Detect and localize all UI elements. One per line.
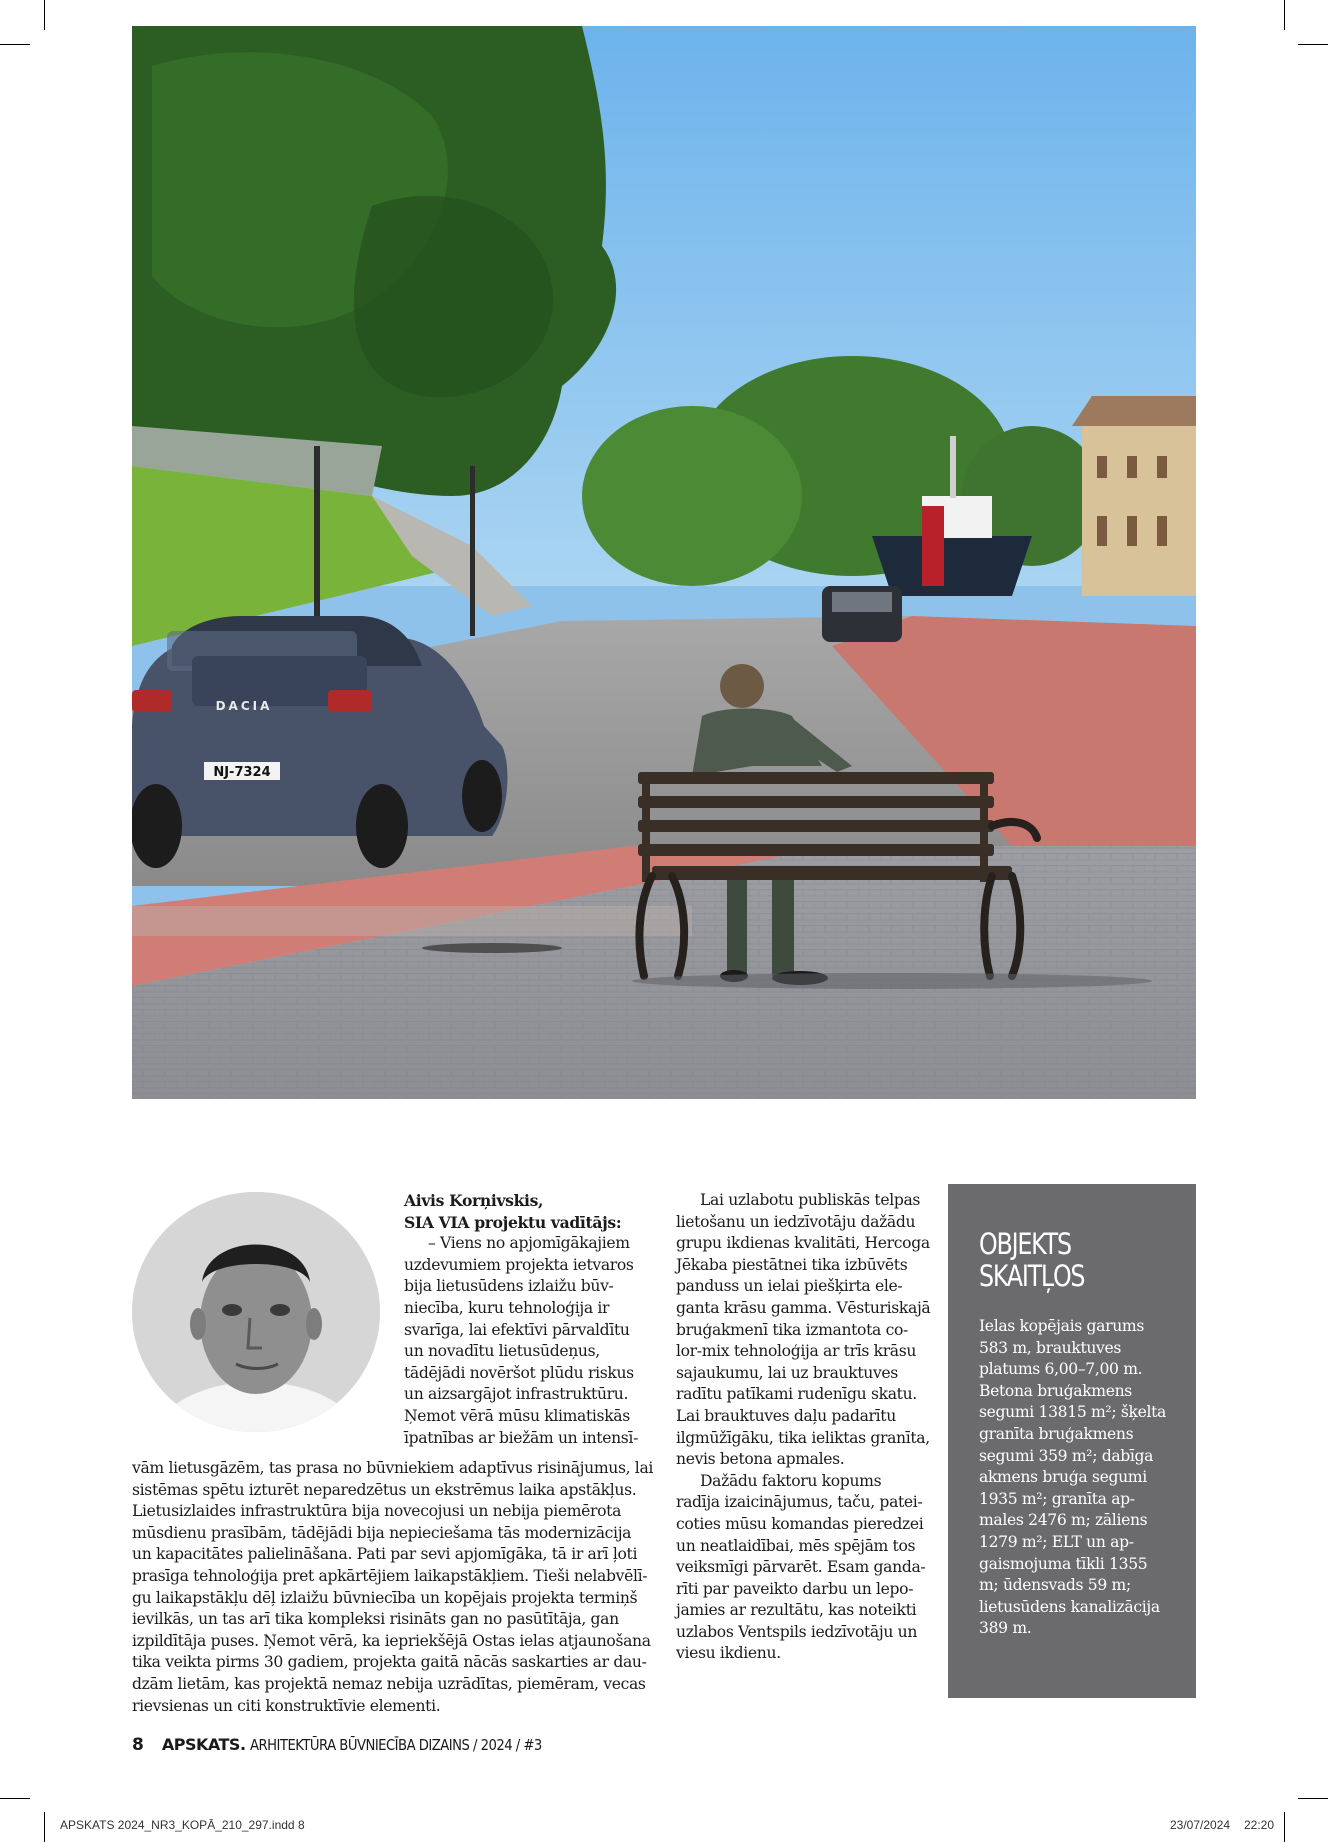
text-line: 583 m, brauktuves [979,1338,1122,1357]
text-line: – Viens no apjomīgākajiem [428,1234,630,1253]
text-line: rievsienas un citi konstruktīvie elementi. [132,1696,441,1715]
facts-box [948,1184,1196,1698]
text-line: lor-mix tehnoloģija ar trīs krāsu [676,1342,917,1361]
facts-title-line-2: SKAITĻOS [979,1259,1085,1293]
text-line: tika veikta pirms 30 gadiem, projekta gaitā nācās saskarties ar dau- [132,1653,647,1672]
text-line: 1279 m²; ELT un ap- [979,1532,1134,1551]
crop-mark-top-right-h [1298,44,1328,45]
car-brand-badge: DACIA [215,699,273,713]
text-line: nevis betona apmales. [676,1450,845,1469]
author-portrait [132,1192,380,1432]
interview-column-1-top [404,1190,654,1449]
text-line: tādējādi novēršot plūdu riskus [404,1363,634,1382]
text-line: ilgmūžīgāku, tika ieliktas granīta, [676,1428,930,1447]
text-line: īpatnības ar biežām un intensī- [404,1428,638,1447]
crop-mark-bottom-right-h [1298,1798,1328,1799]
text-line: mūsdienu prasībām, tādējādi bija nepieciešama tās modernizācija [132,1523,632,1542]
facts-title-line-1: OBJEKTS [979,1227,1071,1261]
text-line: radītu patīkami rudenīgu skatu. [676,1385,917,1404]
text-line: un aizsargājot infrastruktūru. [404,1385,629,1404]
text-line: ievilkās, un tas arī tika kompleksi risināts gan no pasūtītāja, gan [132,1610,619,1629]
text-line: m; ūdensvads 59 m; [979,1576,1131,1595]
crop-mark-top-left-v [44,0,45,30]
text-line: izpildītāja puses. Ņemot vērā, ka iepriekšējā Ostas ielas atjaunošana [132,1631,651,1650]
crop-mark-bottom-left-v [44,1812,45,1842]
text-line: Lai brauktuves daļu padarītu [676,1406,896,1425]
text-line: segumi 13815 m²; šķelta [979,1403,1166,1422]
license-plate: NJ-7324 [213,765,271,780]
paragraph-public-space [676,1190,931,1471]
text-line: segumi 359 m²; dabīga [979,1446,1154,1465]
text-line: lietusūdens kanalizācija [979,1597,1160,1616]
text-line: sajaukumu, lai uz brauktuves [676,1363,898,1382]
interview-column-1-wide [132,1458,654,1717]
text-line: platums 6,00–7,00 m. [979,1360,1143,1379]
text-line: jamies ar rezultātu, kas noteikti [676,1601,917,1620]
text-line: Jēkaba piestātnei tika izbūvēts [676,1255,908,1274]
page-footer [132,1735,581,1755]
text-line: coties mūsu komandas pieredzei [676,1514,924,1533]
text-line: gaismojuma tīkli 1355 [979,1554,1148,1573]
text-line: radīja izaicinājumus, taču, patei- [676,1493,923,1512]
text-line: bruģakmenī tika izmantota co- [676,1320,908,1339]
text-line: un kapacitātes palielināšana. Pati par sevi apjomīgāka, tā ir arī ļoti [132,1545,638,1564]
text-line: niecība, kuru tehnoloģija ir [404,1298,610,1317]
text-line: prasīga tehnoloģija pret apkārtējiem laikapstākļiem. Tieši nelabvēlī- [132,1566,648,1585]
text-line: Lai uzlabotu publiskās telpas [700,1191,921,1209]
text-line: bija lietusūdens izlaižu būv- [404,1277,614,1296]
facts-body [979,1316,1170,1640]
text-line: viesu ikdienu. [676,1644,781,1663]
text-line: Dažādu faktoru kopums [700,1471,882,1490]
text-line: un neatlaidībai, mēs spējām tos [676,1536,916,1555]
text-line: grupu ikdienas kvalitāti, Hercoga [676,1234,930,1253]
paragraph-challenges [676,1471,926,1665]
text-line: Lietusizlaides infrastruktūra bija novecojusi un nebija piemērota [132,1502,622,1521]
text-line: uzdevumiem projekta ietvaros [404,1255,634,1274]
text-line: granīta bruģakmens [979,1424,1134,1443]
hero-photo [132,26,1196,1099]
slug-date: 23/07/2024 [1170,1818,1231,1832]
slug-file: APSKATS 2024_NR3_KOPĀ_210_297.indd 8 [60,1818,305,1832]
text-line: akmens bruģa segumi [979,1468,1147,1487]
text-line: gu laikapstākļu dēļ izlaižu būvniecība un kopējais projekta termiņš [132,1588,638,1607]
text-line: un novadītu lietusūdeņus, [404,1342,600,1361]
text-line: vām lietusgāzēm, tas prasa no būvniekiem adaptīvus risinājumus, lai [132,1459,654,1477]
text-line: uzlabos Ventspils iedzīvotāju un [676,1622,918,1641]
text-line: 1935 m²; granīta ap- [979,1489,1135,1508]
interview-column-2 [676,1190,931,1665]
crop-mark-top-left-h [0,44,30,45]
text-line: Betona bruģakmens [979,1381,1132,1400]
text-line: svarīga, lai efektīvi pārvaldītu [404,1320,630,1339]
interview-lines-top [404,1233,654,1449]
page-number: 8 [132,1735,144,1755]
text-line: males 2476 m; zāliens [979,1511,1148,1530]
slug-time: 22:20 [1244,1818,1275,1832]
text-line: ganta krāsu gamma. Vēsturiskajā [676,1298,931,1317]
crop-mark-top-right-v [1284,0,1285,30]
interview-lines-wide [132,1458,654,1717]
text-line: panduss un ielai piešķirta ele- [676,1277,903,1296]
text-line: lietošanu un iedzīvotāju dažādu [676,1212,916,1231]
magazine-tagline: ARHITEKTŪRA BŪVNIECĪBA DIZAINS / 2024 / #3 [249,1736,542,1754]
author-role: SIA VIA projektu vadītājs: [404,1212,622,1232]
text-line: dzām lietām, kas projektā nemaz nebija uzrādītas, piemēram, vecas [132,1674,646,1693]
magazine-brand: APSKATS. [161,1735,246,1754]
text-line: rīti par paveikto darbu un lepo- [676,1579,914,1598]
text-line: veiksmīgi pārvarēt. Esam ganda- [676,1558,926,1577]
author-name: Aivis Korņivskis, [404,1191,544,1210]
crop-mark-bottom-right-v [1284,1812,1285,1842]
text-line: Ielas kopējais garums [979,1317,1144,1335]
text-line: Ņemot vērā mūsu klimatiskās [404,1406,630,1425]
crop-mark-bottom-left-h [0,1798,30,1799]
facts-title [979,1228,1176,1292]
text-line: sistēmas spētu izturēt neparedzētus un ekstrēmus laika apstākļus. [132,1480,637,1499]
text-line: 389 m. [979,1619,1032,1638]
